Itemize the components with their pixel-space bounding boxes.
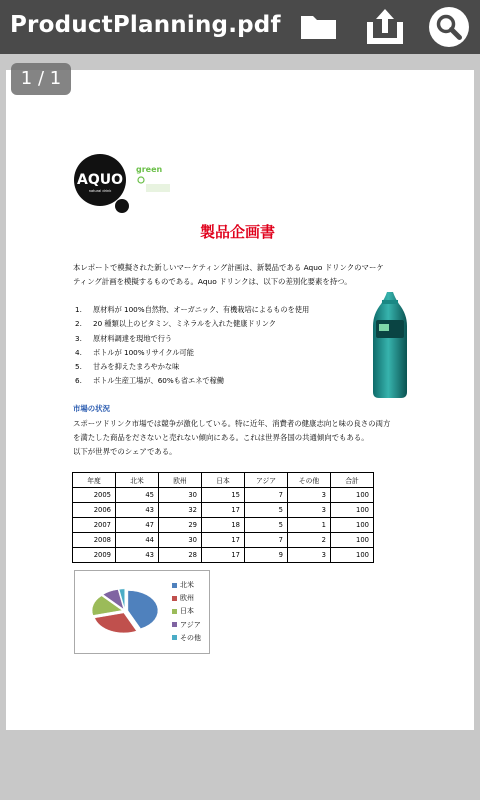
section-heading: 市場の状況 [73, 404, 110, 413]
table-cell: 2008 [73, 533, 116, 548]
intro-line: ティング計画を模擬するものである。Aquo ドリンクは、以下の差別化要素を持つ。 [73, 277, 352, 286]
intro-paragraph [73, 261, 413, 289]
table-cell: 30 [159, 488, 202, 503]
search-icon[interactable] [426, 4, 472, 50]
table-cell: 2009 [73, 548, 116, 563]
column-header: 日本 [202, 473, 245, 488]
feature-item: 4. ボトルが 100%リサイクル可能 [75, 347, 194, 357]
legend-swatch [172, 609, 177, 614]
column-header: 年度 [73, 473, 116, 488]
table-cell: 2007 [73, 518, 116, 533]
table-header-row [73, 473, 374, 488]
table-cell: 100 [331, 503, 374, 518]
table-cell: 3 [288, 488, 331, 503]
aquo-logo [73, 153, 135, 219]
market-line: を満たした商品をださないと売れない傾向にある。これは世界各国の共通傾向でもある。 [73, 433, 369, 442]
table-cell: 43 [116, 503, 159, 518]
document-title: ProductPlanning.pdf [10, 12, 281, 38]
legend-item: アジア [172, 619, 201, 632]
table-cell: 100 [331, 488, 374, 503]
page-indicator: 1 / 1 [11, 63, 71, 95]
logo-text: AQUO [76, 172, 124, 188]
table-cell: 7 [245, 533, 288, 548]
market-line: スポーツドリンク市場では競争が激化している。特に近年、消費者の健康志向と味の良さの両方 [73, 419, 391, 428]
market-line: 以下が世界でのシェアである。 [73, 447, 177, 456]
table-cell: 100 [331, 533, 374, 548]
market-paragraph [73, 417, 418, 459]
table-cell: 1 [288, 518, 331, 533]
table-cell: 17 [202, 503, 245, 518]
column-header: その他 [288, 473, 331, 488]
column-header: 合計 [331, 473, 374, 488]
table-cell: 5 [245, 503, 288, 518]
product-bottle-image [370, 292, 410, 402]
table-cell: 29 [159, 518, 202, 533]
folder-icon[interactable] [296, 4, 342, 50]
table-cell: 100 [331, 548, 374, 563]
table-cell: 9 [245, 548, 288, 563]
legend-swatch [172, 635, 177, 640]
table-cell: 2006 [73, 503, 116, 518]
legend-swatch [172, 622, 177, 627]
table-cell: 30 [159, 533, 202, 548]
legend-swatch [172, 596, 177, 601]
legend-item: 欧州 [172, 592, 201, 605]
pie-slice [95, 613, 137, 633]
pie-legend [172, 579, 201, 645]
table-cell: 28 [159, 548, 202, 563]
market-share-table [72, 472, 374, 563]
document-heading: 製品企画書 [200, 223, 276, 241]
feature-list [75, 303, 309, 389]
table-row [73, 503, 374, 518]
pie-slice [128, 591, 158, 629]
logo-subtext: natural drink [88, 189, 112, 193]
feature-item: 3. 原材料調達を現地で行う [75, 333, 173, 343]
table-cell: 44 [116, 533, 159, 548]
column-header: アジア [245, 473, 288, 488]
table-cell: 18 [202, 518, 245, 533]
table-row [73, 488, 374, 503]
table-cell: 47 [116, 518, 159, 533]
table-cell: 32 [159, 503, 202, 518]
green-mark-graphic [136, 174, 172, 196]
column-header: 北米 [116, 473, 159, 488]
green-mark [136, 165, 172, 200]
intro-line: 本レポートで模擬された新しいマーケティング計画は、新製品である Aquo ドリンクのマーケ [73, 263, 384, 272]
table-cell: 2005 [73, 488, 116, 503]
green-mark-text: green [136, 165, 163, 174]
table-cell: 2 [288, 533, 331, 548]
table-cell: 17 [202, 548, 245, 563]
table-row [73, 533, 374, 548]
table-cell: 3 [288, 548, 331, 563]
table-row [73, 518, 374, 533]
legend-item: 日本 [172, 605, 201, 618]
app-bar [0, 0, 480, 54]
legend-item: 北米 [172, 579, 201, 592]
table-cell: 17 [202, 533, 245, 548]
table-cell: 3 [288, 503, 331, 518]
feature-item: 5. 甘みを抑えたまろやかな味 [75, 362, 180, 372]
table-cell: 7 [245, 488, 288, 503]
table-cell: 5 [245, 518, 288, 533]
table-cell: 45 [116, 488, 159, 503]
table-cell: 43 [116, 548, 159, 563]
table-row [73, 548, 374, 563]
feature-item: 6. ボトル生産工場が、60%も省エネで稼働 [75, 376, 224, 386]
legend-swatch [172, 583, 177, 588]
table-cell: 15 [202, 488, 245, 503]
feature-item: 2. 20 種類以上のビタミン、ミネラルを入れた健康ドリンク [75, 319, 276, 329]
column-header: 欧州 [159, 473, 202, 488]
table-cell: 100 [331, 518, 374, 533]
legend-item: その他 [172, 632, 201, 645]
feature-item: 1. 原材料が 100%自然物、オーガニック、有機栽培によるものを使用 [75, 305, 310, 314]
share-upload-icon[interactable] [362, 4, 408, 50]
